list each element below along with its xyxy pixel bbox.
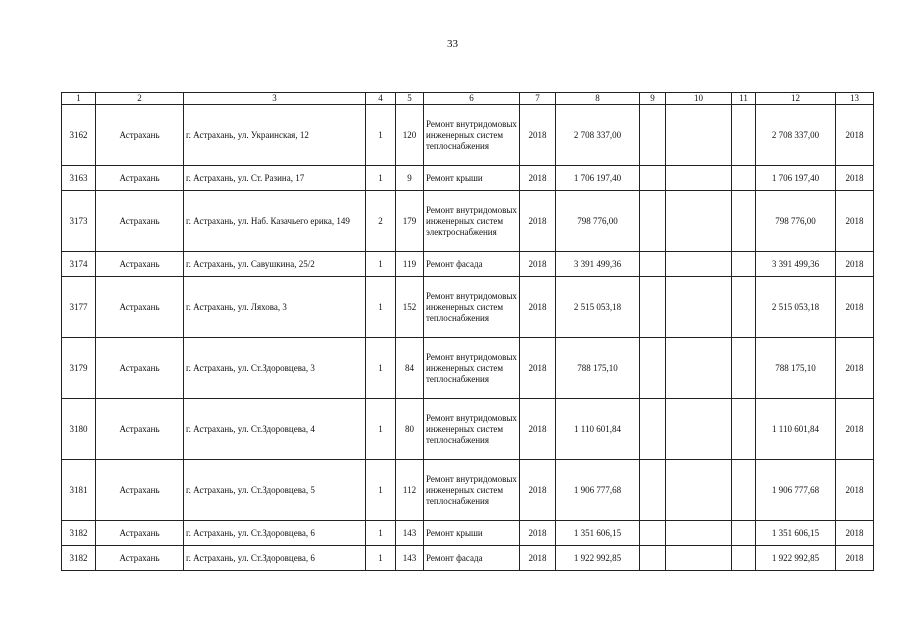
cell-year: 2018 bbox=[520, 277, 556, 338]
cell-total: 1 922 992,85 bbox=[756, 546, 836, 571]
cell-work-type: Ремонт фасада bbox=[424, 252, 520, 277]
header-cell: 3 bbox=[184, 93, 366, 105]
cell-col5: 80 bbox=[396, 399, 424, 460]
table-row bbox=[62, 277, 874, 338]
cell-col9 bbox=[640, 105, 666, 166]
cell-year-end: 2018 bbox=[836, 166, 874, 191]
cell-cost: 1 351 606,15 bbox=[556, 521, 640, 546]
table-row bbox=[62, 521, 874, 546]
cell-year-end: 2018 bbox=[836, 191, 874, 252]
cell-cost: 1 906 777,68 bbox=[556, 460, 640, 521]
page-number: 33 bbox=[447, 38, 458, 50]
cell-total: 2 708 337,00 bbox=[756, 105, 836, 166]
cell-year-end: 2018 bbox=[836, 338, 874, 399]
cell-work-type: Ремонт внутридомовых инженерных систем теплоснабжения bbox=[424, 399, 520, 460]
cell-col5: 112 bbox=[396, 460, 424, 521]
cell-year-end: 2018 bbox=[836, 105, 874, 166]
cell-year-end: 2018 bbox=[836, 460, 874, 521]
cell-address: г. Астрахань, ул. Ст.Здоровцева, 5 bbox=[184, 460, 366, 521]
header-cell: 7 bbox=[520, 93, 556, 105]
cell-year: 2018 bbox=[520, 399, 556, 460]
cell-cost: 1 110 601,84 bbox=[556, 399, 640, 460]
cell-col11 bbox=[732, 338, 756, 399]
cell-col5: 179 bbox=[396, 191, 424, 252]
cell-col4: 2 bbox=[366, 191, 396, 252]
cell-city: Астрахань bbox=[96, 277, 184, 338]
cell-col5: 84 bbox=[396, 338, 424, 399]
cell-year-end: 2018 bbox=[836, 546, 874, 571]
cell-city: Астрахань bbox=[96, 460, 184, 521]
cell-cost: 2 515 053,18 bbox=[556, 277, 640, 338]
cell-cost: 2 708 337,00 bbox=[556, 105, 640, 166]
cell-year-end: 2018 bbox=[836, 252, 874, 277]
cell-col4: 1 bbox=[366, 521, 396, 546]
table-row bbox=[62, 546, 874, 571]
cell-col5: 119 bbox=[396, 252, 424, 277]
cell-col4: 1 bbox=[366, 252, 396, 277]
header-cell: 10 bbox=[666, 93, 732, 105]
cell-year: 2018 bbox=[520, 105, 556, 166]
cell-col11 bbox=[732, 521, 756, 546]
cell-col10 bbox=[666, 521, 732, 546]
cell-address: г. Астрахань, ул. Ст. Разина, 17 bbox=[184, 166, 366, 191]
cell-col5: 9 bbox=[396, 166, 424, 191]
cell-year: 2018 bbox=[520, 252, 556, 277]
cell-work-type: Ремонт внутридомовых инженерных систем теплоснабжения bbox=[424, 338, 520, 399]
header-cell: 11 bbox=[732, 93, 756, 105]
cell-number: 3182 bbox=[62, 521, 96, 546]
cell-total: 1 351 606,15 bbox=[756, 521, 836, 546]
header-cell: 4 bbox=[366, 93, 396, 105]
cell-total: 1 110 601,84 bbox=[756, 399, 836, 460]
cell-work-type: Ремонт крыши bbox=[424, 521, 520, 546]
cell-work-type: Ремонт внутридомовых инженерных систем теплоснабжения bbox=[424, 277, 520, 338]
cell-number: 3179 bbox=[62, 338, 96, 399]
cell-address: г. Астрахань, ул. Савушкина, 25/2 bbox=[184, 252, 366, 277]
cell-number: 3173 bbox=[62, 191, 96, 252]
cell-total: 1 706 197,40 bbox=[756, 166, 836, 191]
cell-year: 2018 bbox=[520, 546, 556, 571]
cell-number: 3174 bbox=[62, 252, 96, 277]
table-row bbox=[62, 105, 874, 166]
header-cell: 2 bbox=[96, 93, 184, 105]
cell-col11 bbox=[732, 166, 756, 191]
cell-total: 1 906 777,68 bbox=[756, 460, 836, 521]
table-row bbox=[62, 338, 874, 399]
cell-col9 bbox=[640, 277, 666, 338]
cell-col4: 1 bbox=[366, 166, 396, 191]
header-cell: 6 bbox=[424, 93, 520, 105]
cell-col10 bbox=[666, 105, 732, 166]
cell-col10 bbox=[666, 191, 732, 252]
cell-address: г. Астрахань, ул. Наб. Казачьего ерика, 149 bbox=[184, 191, 366, 252]
cell-number: 3163 bbox=[62, 166, 96, 191]
cell-year: 2018 bbox=[520, 460, 556, 521]
cell-city: Астрахань bbox=[96, 546, 184, 571]
table-row bbox=[62, 191, 874, 252]
header-cell: 8 bbox=[556, 93, 640, 105]
cell-col10 bbox=[666, 166, 732, 191]
cell-total: 3 391 499,36 bbox=[756, 252, 836, 277]
cell-col9 bbox=[640, 546, 666, 571]
cell-col9 bbox=[640, 460, 666, 521]
table-row bbox=[62, 166, 874, 191]
cell-address: г. Астрахань, ул. Украинская, 12 bbox=[184, 105, 366, 166]
cell-col9 bbox=[640, 166, 666, 191]
cell-col9 bbox=[640, 252, 666, 277]
cell-col11 bbox=[732, 399, 756, 460]
cell-work-type: Ремонт внутридомовых инженерных систем теплоснабжения bbox=[424, 105, 520, 166]
table-row bbox=[62, 399, 874, 460]
cell-year: 2018 bbox=[520, 166, 556, 191]
cell-address: г. Астрахань, ул. Ст.Здоровцева, 4 bbox=[184, 399, 366, 460]
cell-col10 bbox=[666, 460, 732, 521]
cell-work-type: Ремонт внутридомовых инженерных систем теплоснабжения bbox=[424, 460, 520, 521]
cell-cost: 3 391 499,36 bbox=[556, 252, 640, 277]
cell-city: Астрахань bbox=[96, 521, 184, 546]
cell-col11 bbox=[732, 252, 756, 277]
cell-col4: 1 bbox=[366, 399, 396, 460]
cell-number: 3181 bbox=[62, 460, 96, 521]
cell-city: Астрахань bbox=[96, 166, 184, 191]
cell-cost: 788 175,10 bbox=[556, 338, 640, 399]
cell-city: Астрахань bbox=[96, 105, 184, 166]
cell-number: 3162 bbox=[62, 105, 96, 166]
cell-col10 bbox=[666, 277, 732, 338]
cell-col10 bbox=[666, 252, 732, 277]
cell-col9 bbox=[640, 399, 666, 460]
header-cell: 12 bbox=[756, 93, 836, 105]
cell-col10 bbox=[666, 546, 732, 571]
cell-number: 3182 bbox=[62, 546, 96, 571]
cell-col4: 1 bbox=[366, 277, 396, 338]
cell-cost: 798 776,00 bbox=[556, 191, 640, 252]
cell-city: Астрахань bbox=[96, 252, 184, 277]
data-table bbox=[61, 92, 874, 571]
header-row bbox=[62, 93, 874, 105]
cell-col11 bbox=[732, 105, 756, 166]
cell-col11 bbox=[732, 277, 756, 338]
cell-cost: 1 922 992,85 bbox=[556, 546, 640, 571]
cell-col5: 143 bbox=[396, 521, 424, 546]
cell-year: 2018 bbox=[520, 191, 556, 252]
cell-col4: 1 bbox=[366, 546, 396, 571]
cell-number: 3177 bbox=[62, 277, 96, 338]
cell-col11 bbox=[732, 460, 756, 521]
cell-cost: 1 706 197,40 bbox=[556, 166, 640, 191]
cell-total: 2 515 053,18 bbox=[756, 277, 836, 338]
cell-col5: 143 bbox=[396, 546, 424, 571]
cell-address: г. Астрахань, ул. Ляхова, 3 bbox=[184, 277, 366, 338]
cell-col4: 1 bbox=[366, 460, 396, 521]
cell-year-end: 2018 bbox=[836, 399, 874, 460]
cell-city: Астрахань bbox=[96, 338, 184, 399]
header-cell: 5 bbox=[396, 93, 424, 105]
cell-year-end: 2018 bbox=[836, 521, 874, 546]
cell-address: г. Астрахань, ул. Ст.Здоровцева, 6 bbox=[184, 521, 366, 546]
cell-col4: 1 bbox=[366, 338, 396, 399]
cell-year: 2018 bbox=[520, 521, 556, 546]
cell-work-type: Ремонт крыши bbox=[424, 166, 520, 191]
cell-col9 bbox=[640, 338, 666, 399]
cell-city: Астрахань bbox=[96, 399, 184, 460]
cell-work-type: Ремонт фасада bbox=[424, 546, 520, 571]
table-row bbox=[62, 252, 874, 277]
header-cell: 13 bbox=[836, 93, 874, 105]
header-cell: 1 bbox=[62, 93, 96, 105]
cell-address: г. Астрахань, ул. Ст.Здоровцева, 3 bbox=[184, 338, 366, 399]
cell-col9 bbox=[640, 191, 666, 252]
cell-year-end: 2018 bbox=[836, 277, 874, 338]
cell-address: г. Астрахань, ул. Ст.Здоровцева, 6 bbox=[184, 546, 366, 571]
header-cell: 9 bbox=[640, 93, 666, 105]
cell-total: 788 175,10 bbox=[756, 338, 836, 399]
cell-col11 bbox=[732, 191, 756, 252]
cell-col4: 1 bbox=[366, 105, 396, 166]
cell-col10 bbox=[666, 338, 732, 399]
cell-number: 3180 bbox=[62, 399, 96, 460]
table-row bbox=[62, 460, 874, 521]
cell-col5: 120 bbox=[396, 105, 424, 166]
cell-work-type: Ремонт внутридомовых инженерных систем электроснабжения bbox=[424, 191, 520, 252]
cell-city: Астрахань bbox=[96, 191, 184, 252]
cell-col5: 152 bbox=[396, 277, 424, 338]
cell-year: 2018 bbox=[520, 338, 556, 399]
cell-col11 bbox=[732, 546, 756, 571]
cell-col9 bbox=[640, 521, 666, 546]
cell-total: 798 776,00 bbox=[756, 191, 836, 252]
cell-col10 bbox=[666, 399, 732, 460]
